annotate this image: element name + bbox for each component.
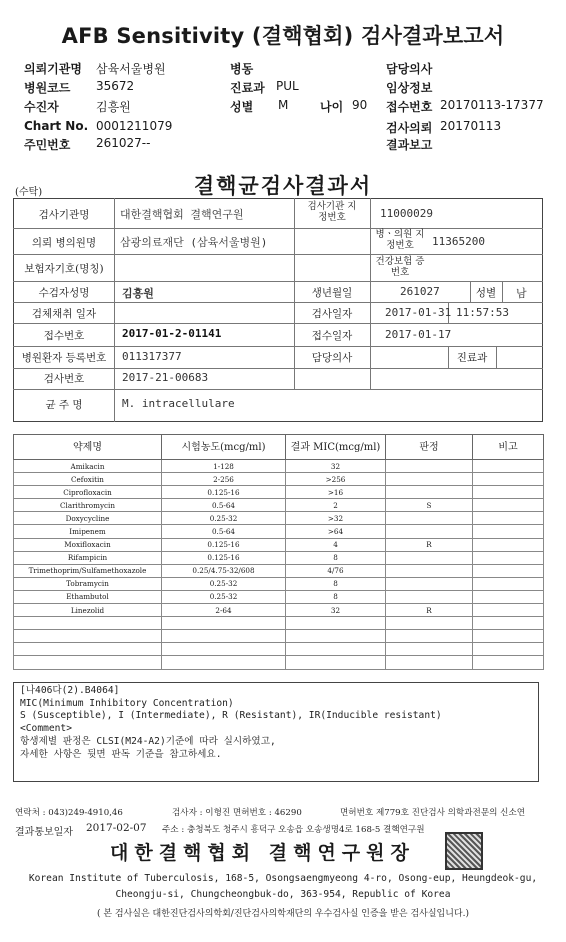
table-cell: Ciprofloxacin	[14, 486, 162, 499]
drug-table-header-cell: 비고	[473, 435, 544, 460]
table-cell: 0.5-64	[162, 499, 286, 512]
table-cell	[386, 525, 473, 538]
table-cell: S	[386, 499, 473, 512]
comment-line: <Comment>	[20, 723, 72, 735]
table-cell	[286, 656, 386, 669]
table-cell: R	[386, 538, 473, 551]
tester: 검사자 : 이형진 면허번호 : 46290	[172, 808, 302, 818]
table-cell: 2	[286, 499, 386, 512]
table-cell: 1-128	[162, 460, 286, 473]
table-cell: Rifampicin	[14, 551, 162, 564]
table-cell: 0.125-16	[162, 538, 286, 551]
table-cell: 0.25-32	[162, 512, 286, 525]
report-date-value: 2017-02-07	[86, 822, 147, 834]
table-cell	[473, 473, 544, 486]
table-cell	[473, 590, 544, 603]
table-cell: Doxycycline	[14, 512, 162, 525]
drug-table-header-cell: 약제명	[14, 435, 162, 460]
table-cell: 0.5-64	[162, 525, 286, 538]
clinic-no-value: 11365200	[432, 235, 485, 248]
report-title: 결핵균검사결과서	[193, 173, 373, 198]
table-cell: 8	[286, 590, 386, 603]
table-cell	[162, 630, 286, 643]
test-date-value: 2017-01-31	[385, 306, 452, 319]
table-cell	[473, 486, 544, 499]
table-cell: 0.125-16	[162, 551, 286, 564]
attending-doctor-label: 담당의사	[311, 352, 353, 364]
table-cell	[386, 551, 473, 564]
table-cell: Cefoxitin	[14, 473, 162, 486]
table-row	[14, 643, 544, 656]
receipt-date-value: 2017-01-17	[385, 328, 452, 341]
drug-table-header-cell: 결과 MIC(mcg/ml)	[286, 435, 386, 460]
table-row	[14, 486, 544, 499]
table-cell	[473, 499, 544, 512]
hospital-code-value: 35672	[96, 79, 135, 93]
receipt-number-value: 2017-01-2-01141	[122, 327, 222, 340]
lab-no-label: 검사기관 지정번호	[307, 201, 357, 223]
table-cell	[386, 643, 473, 656]
table-cell: R	[386, 604, 473, 617]
organism-label: 균 주 명	[45, 399, 83, 411]
table-row	[14, 630, 544, 643]
address-en-line2: Cheongju-si, Chungcheongbuk-do, 363-954, Republic of Korea	[115, 889, 451, 900]
table-cell: 32	[286, 460, 386, 473]
table-cell	[473, 564, 544, 577]
table-cell	[286, 630, 386, 643]
receipt-date-label: 접수일자	[311, 330, 353, 342]
table-cell	[473, 460, 544, 473]
table-cell	[386, 590, 473, 603]
comment-line: S (Susceptible), I (Intermediate), R (Resistant), IR(Inducible resistant)	[20, 710, 442, 722]
table-cell: Amikacin	[14, 460, 162, 473]
table-cell	[162, 656, 286, 669]
page-title: AFB Sensitivity (결핵협회) 검사결과보고서	[61, 24, 505, 48]
table-cell	[473, 656, 544, 669]
drug-table-header-cell: 시험농도(mcg/ml)	[162, 435, 286, 460]
institution-value: 삼육서울병원	[96, 62, 166, 76]
table-cell: 0.25-32	[162, 577, 286, 590]
examinee-value: 김흥원	[122, 287, 154, 300]
age-label: 나이	[320, 100, 344, 114]
contact: 연락처 : 043)249-4910,46	[15, 808, 123, 818]
license: 면허번호 제779호 진단검사 의학과전문의 신소연	[340, 808, 526, 818]
department-label: 진료과	[456, 352, 488, 364]
ward-label: 병동	[230, 62, 254, 76]
table-row	[14, 512, 544, 525]
chart-no-label: Chart No.	[24, 119, 89, 133]
table-cell	[473, 525, 544, 538]
table-cell	[473, 630, 544, 643]
certification-note: ( 본 검사실은 대한진단검사의학회/진단검사의학재단의 우수검사실 인증을 받은 검사실입니다.)	[96, 909, 469, 919]
table-cell: >32	[286, 512, 386, 525]
table-row	[14, 551, 544, 564]
drug-table	[13, 434, 544, 670]
request-label: 검사의뢰	[386, 121, 433, 135]
table-row	[14, 617, 544, 630]
request-value: 20170113	[440, 119, 502, 133]
table-cell	[14, 656, 162, 669]
report-date-label: 결과통보일자	[15, 827, 73, 838]
table-cell	[473, 551, 544, 564]
table-cell: 4	[286, 538, 386, 551]
table-cell	[14, 630, 162, 643]
receipt-no-label: 접수번호	[386, 100, 433, 114]
table-cell: Ethambutol	[14, 590, 162, 603]
comment-line: [나406다(2).B4064]	[20, 685, 120, 696]
table-row	[14, 590, 544, 603]
resident-no-label: 주민번호	[24, 138, 71, 152]
report-sex-label: 성별	[475, 287, 497, 299]
table-row	[14, 525, 544, 538]
table-cell: 0.25-32	[162, 590, 286, 603]
table-cell: Imipenem	[14, 525, 162, 538]
institution-label: 의뢰기관명	[24, 62, 82, 76]
table-cell: 2-256	[162, 473, 286, 486]
comment-box	[13, 682, 539, 782]
test-number-label: 검사번호	[43, 373, 85, 385]
table-cell: Clarithromycin	[14, 499, 162, 512]
received-note: (수탁)	[15, 187, 43, 198]
table-cell: 0.25/4.75-32/608	[162, 564, 286, 577]
table-cell: >64	[286, 525, 386, 538]
age-value: 90	[352, 98, 368, 112]
table-row	[14, 604, 544, 617]
table-cell	[386, 460, 473, 473]
address-kr: 주소 : 충청북도 청주시 흥덕구 오송읍 오송생명4로 168-5 결핵연구원	[162, 825, 425, 835]
table-cell: >256	[286, 473, 386, 486]
patient-label: 수진자	[24, 100, 59, 114]
report-label: 결과보고	[386, 138, 433, 152]
table-cell: 8	[286, 577, 386, 590]
table-cell	[14, 643, 162, 656]
table-cell	[162, 617, 286, 630]
table-cell	[473, 617, 544, 630]
table-cell	[473, 538, 544, 551]
table-cell: 4/76	[286, 564, 386, 577]
table-cell	[386, 630, 473, 643]
table-cell	[386, 577, 473, 590]
table-cell	[162, 643, 286, 656]
hospital-reg-label: 병원환자 등록번호	[21, 352, 107, 364]
hospital-code-label: 병원코드	[24, 81, 71, 95]
birth-label: 생년월일	[311, 287, 353, 299]
table-cell: Trimethoprim/Sulfamethoxazole	[14, 564, 162, 577]
test-time-value: 11:57:53	[456, 306, 509, 319]
insurance-label: 보험자기호(명칭)	[24, 263, 104, 275]
official-seal	[445, 832, 483, 870]
organism-value: M. intracellulare	[122, 397, 235, 410]
table-cell: Linezolid	[14, 604, 162, 617]
hospital-reg-value: 011317377	[122, 350, 182, 363]
table-cell	[286, 617, 386, 630]
clinic-no-label: 병ㆍ의원 지정번호	[375, 229, 425, 251]
table-row	[14, 577, 544, 590]
birth-value: 261027	[400, 285, 440, 298]
table-row	[14, 473, 544, 486]
resident-no-value: 261027--	[96, 136, 151, 150]
table-cell: 0.125-16	[162, 486, 286, 499]
test-date-label: 검사일자	[311, 308, 353, 320]
table-cell: 32	[286, 604, 386, 617]
table-row	[14, 499, 544, 512]
comment-line: 항생제별 판정은 CLSI(M24-A2)기준에 따라 실시하였고,	[20, 735, 276, 747]
table-cell	[286, 643, 386, 656]
dept-label: 진료과	[230, 81, 265, 95]
table-cell	[386, 473, 473, 486]
health-insurance-label: 건강보험 증번호	[375, 256, 425, 278]
drug-table-header-cell: 판정	[386, 435, 473, 460]
table-cell	[386, 617, 473, 630]
table-cell	[473, 643, 544, 656]
drug-table-header	[14, 435, 544, 460]
receipt-no-value: 20170113-17377	[440, 98, 544, 112]
table-cell	[386, 486, 473, 499]
organization-name: 대한결핵협회 결핵연구원장	[110, 842, 415, 864]
address-en-line1: Korean Institute of Tuberculosis, 168-5, Osongsaengmyeong 4-ro, Osong-eup, Heungdeok-gu,	[28, 873, 538, 884]
lab-name-value: 대한결핵협회 결핵연구원	[120, 208, 244, 221]
table-cell	[386, 512, 473, 525]
clinical-info-label: 임상정보	[386, 81, 433, 95]
table-cell: >16	[286, 486, 386, 499]
table-cell	[473, 577, 544, 590]
comment-line: 자세한 사항은 뒷면 판독 기준을 참고하세요.	[20, 748, 222, 760]
table-cell	[14, 617, 162, 630]
report-sex-value: 남	[516, 287, 527, 300]
table-cell: 8	[286, 551, 386, 564]
receipt-number-label: 접수번호	[43, 330, 85, 342]
table-cell	[473, 512, 544, 525]
doctor-label: 담당의사	[386, 62, 433, 76]
table-row	[14, 656, 544, 669]
table-cell: Tobramycin	[14, 577, 162, 590]
table-cell	[473, 604, 544, 617]
table-cell	[386, 564, 473, 577]
table-row	[14, 460, 544, 473]
collection-date-label: 검체채취 일자	[31, 308, 97, 320]
chart-no-value: 0001211079	[96, 119, 173, 133]
lab-no-value: 11000029	[380, 207, 433, 220]
examinee-label: 수검자성명	[38, 287, 90, 299]
dept-value: PUL	[276, 79, 299, 93]
sex-label: 성별	[230, 100, 254, 114]
table-row	[14, 538, 544, 551]
patient-value: 김흥원	[96, 100, 131, 114]
request-hospital-label: 의뢰 병의원명	[31, 237, 97, 249]
comment-line: MIC(Minimum Inhibitory Concentration)	[20, 697, 234, 709]
test-number-value: 2017-21-00683	[122, 371, 209, 384]
table-row	[14, 564, 544, 577]
table-cell	[386, 656, 473, 669]
lab-name-label: 검사기관명	[38, 209, 90, 221]
sex-value: M	[278, 98, 289, 112]
table-cell: Moxifloxacin	[14, 538, 162, 551]
request-hospital-value: 삼광의료재단 (삼육서울병원)	[120, 236, 268, 249]
table-cell: 2-64	[162, 604, 286, 617]
